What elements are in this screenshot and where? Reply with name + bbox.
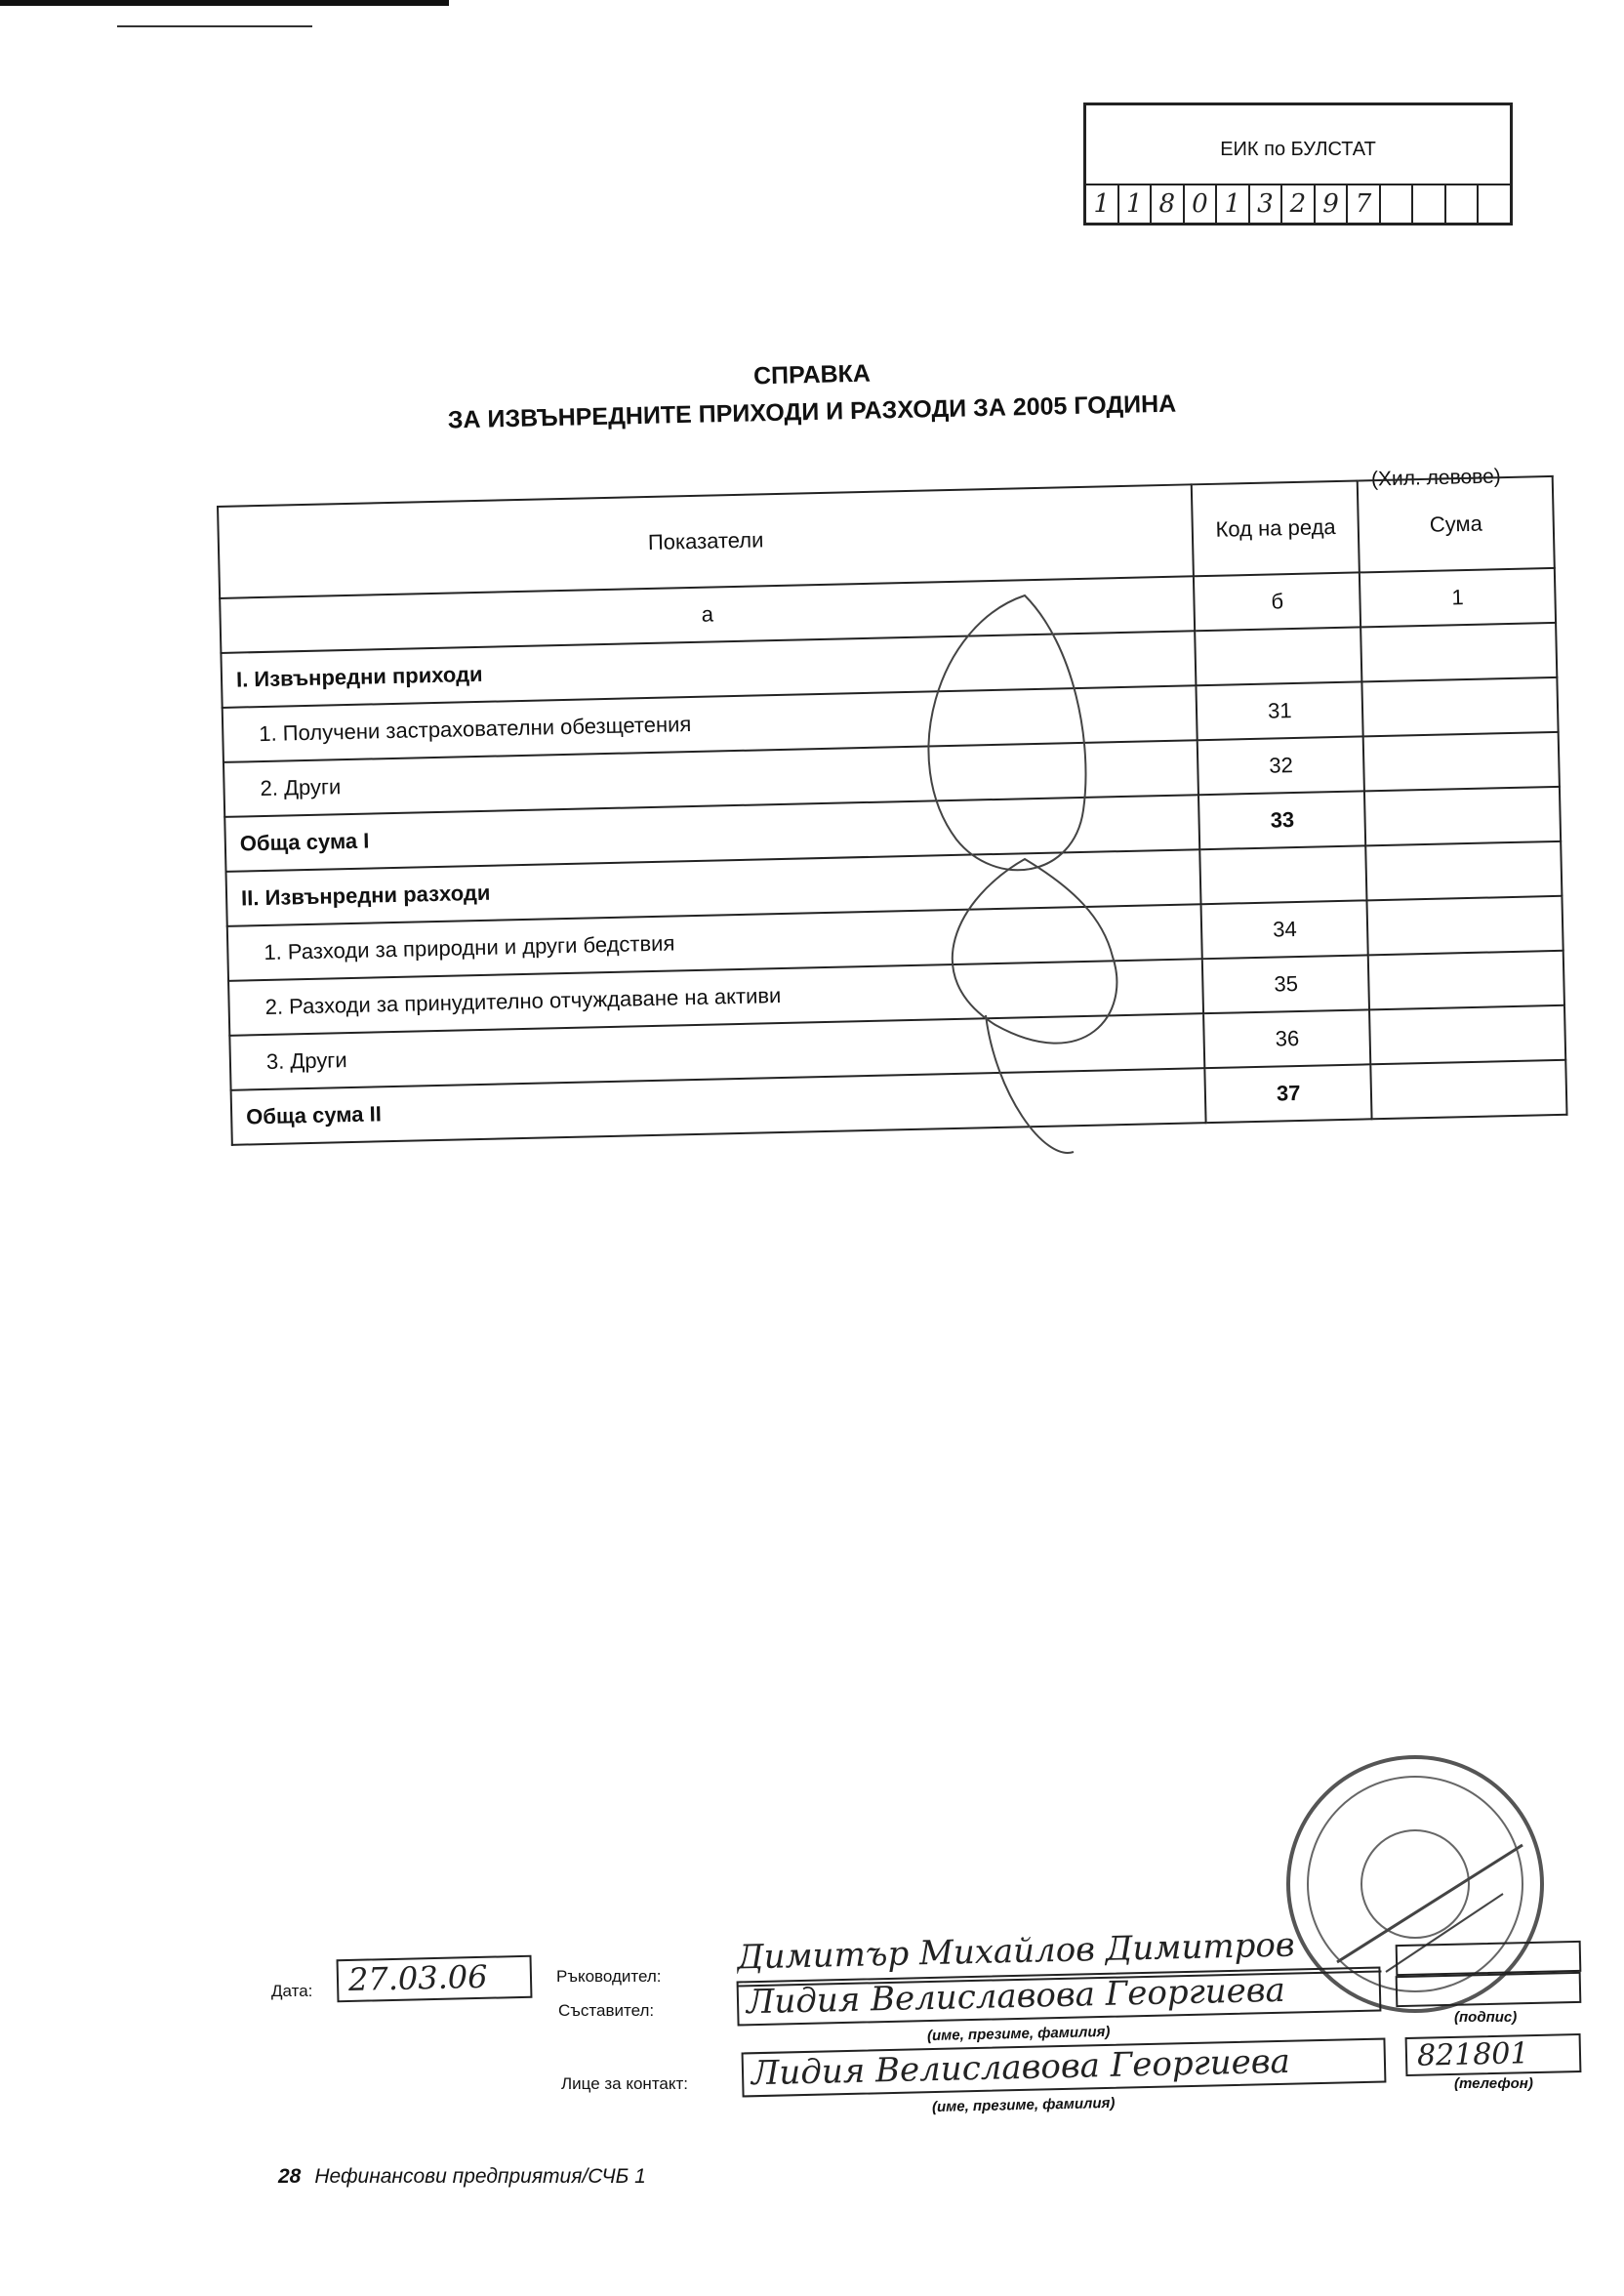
row-code: 32 [1198,736,1364,795]
row-sum-cell[interactable] [1369,1005,1565,1065]
eik-digit-cells [1086,184,1510,223]
header-indicators: Показатели [218,484,1194,598]
name-caption: (име, презиме, фамилия) [926,2023,1111,2045]
date-field[interactable]: 27.03.06 [337,1955,533,2003]
eik-digit[interactable]: 2 [1282,185,1316,223]
phone-field[interactable]: 821801 [1405,2033,1582,2076]
row-label: Обща сума I [224,795,1199,872]
eik-digit[interactable] [1381,185,1414,223]
manager-label: Ръководител: [556,1967,662,1986]
eik-digit[interactable]: 1 [1119,185,1153,223]
eik-digit[interactable]: 7 [1348,185,1381,223]
unit-label: (Хил. левове) [1370,465,1502,491]
row-sum-cell[interactable] [1362,677,1559,737]
row-code: 31 [1197,681,1363,740]
row-sum-cell[interactable] [1364,787,1561,846]
eik-digit[interactable]: 9 [1316,185,1349,223]
phone-caption: (телефон) [1454,2075,1533,2092]
row-sum-cell[interactable] [1367,896,1563,956]
row-label: 2. Разходи за принудително отчуждаване на активи [228,959,1203,1036]
row-label: I. Извънредни приходи [221,631,1196,708]
date-label: Дата: [271,1982,313,2000]
subheader-a: а [220,576,1195,653]
row-sum-cell[interactable] [1371,1060,1567,1120]
contact-name-caption: (име, презиме, фамилия) [931,2094,1116,2116]
row-code: 36 [1203,1009,1370,1068]
signature-box[interactable] [1396,1972,1582,2007]
top-edge-line [117,25,312,27]
row-code [1200,845,1367,904]
subheader-b: б [1194,572,1360,631]
row-label: 1. Получени застрахователни обезщетения [223,685,1198,762]
subheader-c: 1 [1360,568,1556,628]
eik-digit[interactable]: 1 [1217,185,1250,223]
signature-box-top[interactable] [1396,1941,1582,1976]
contact-name-field[interactable]: Лидия Велиславова Георгиева [742,2038,1387,2098]
row-label: 2. Други [223,740,1198,817]
row-code [1196,627,1362,685]
row-sum-cell[interactable] [1360,623,1557,682]
contact-label: Лице за контакт: [561,2074,689,2093]
header-sum: Сума [1358,476,1555,573]
handwritten-scribble-mark [878,566,1191,1191]
eik-digit[interactable]: 8 [1152,185,1185,223]
row-code: 33 [1198,791,1365,849]
eik-digit[interactable] [1446,185,1480,223]
header-code: Код на реда [1192,480,1360,576]
row-code: 34 [1201,900,1368,959]
top-edge-bar [0,0,449,6]
eik-box [1083,102,1513,226]
eik-digit[interactable] [1413,185,1446,223]
document-title: СПРАВКА [752,359,872,390]
row-label: 1. Разходи за природни и други бедствия [227,904,1202,981]
page-footer [278,2165,646,2189]
row-sum-cell[interactable] [1363,732,1560,792]
document-subtitle: ЗА ИЗВЪНРЕДНИТЕ ПРИХОДИ И РАЗХОДИ ЗА 2005 ГОДИНА [447,390,1177,434]
page-number: 28 [278,2165,302,2188]
eik-digit[interactable]: 3 [1250,185,1283,223]
row-code: 35 [1202,955,1369,1013]
footer-text: Нефинансови предприятия/СЧБ 1 [314,2165,646,2188]
row-label: Обща сума II [231,1068,1206,1145]
eik-digit[interactable]: 1 [1086,185,1119,223]
manager-name-field[interactable]: Димитър Михайлов Димитров [737,1924,1382,1988]
row-sum-cell[interactable] [1365,841,1562,901]
eik-digit[interactable]: 0 [1185,185,1218,223]
compiler-label: Съставител: [558,2001,655,2020]
row-sum-cell[interactable] [1368,951,1564,1010]
compiler-name-field[interactable]: Лидия Велиславова Георгиева [737,1967,1382,2027]
row-label: 3. Други [229,1013,1204,1090]
eik-label: ЕИК по БУЛСТАТ [1220,139,1376,160]
eik-digit[interactable] [1479,185,1510,223]
row-code: 37 [1205,1064,1372,1123]
signature-caption: (подпис) [1454,2009,1518,2026]
row-label: II. Извънредни разходи [226,849,1201,926]
